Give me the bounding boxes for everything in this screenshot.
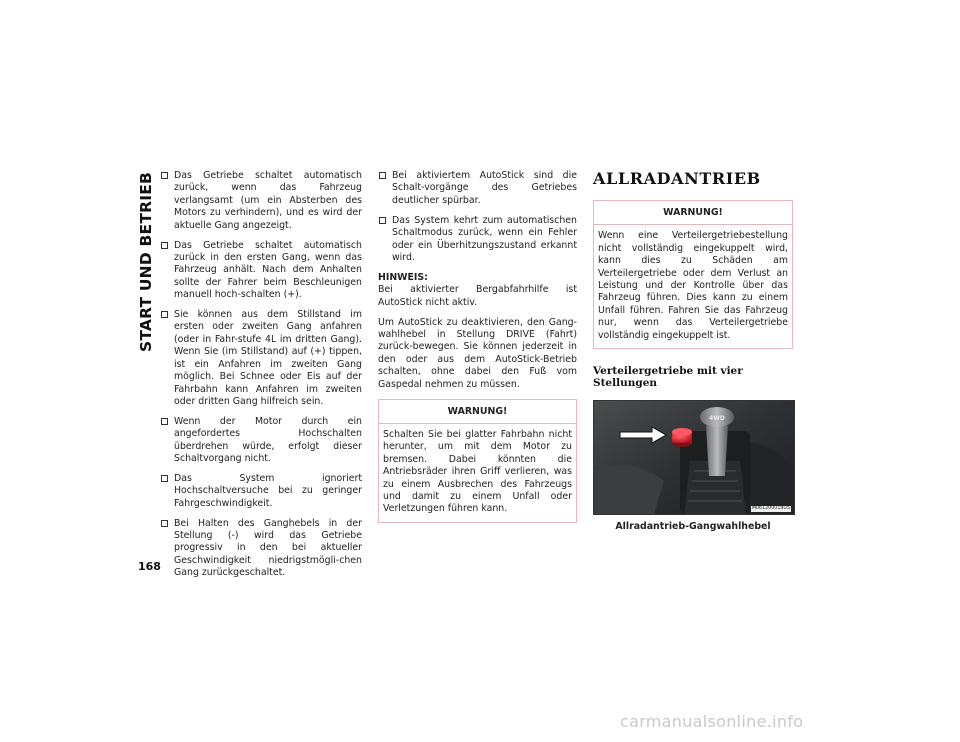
checkbox-bullet-icon bbox=[161, 172, 168, 179]
bullet-list-2 bbox=[378, 170, 577, 264]
gear-lever-photo bbox=[593, 400, 795, 515]
gear-lever-illustration bbox=[594, 401, 794, 514]
column-3 bbox=[593, 170, 793, 533]
checkbox-bullet-icon bbox=[161, 242, 168, 249]
list-item-text: Wenn der Motor durch ein angefordertes Hochschalten überdrehen würde, erfolgt dieser Schaltvorgang nicht. bbox=[174, 415, 362, 465]
list-item bbox=[160, 473, 362, 510]
section-side-tab bbox=[136, 172, 156, 552]
list-item-text: Bei Halten des Ganghebels in der Stellung (-) wird das Getriebe progressiv in den bei aktueller Geschwindigkeit niedrigstmögli-chen Gang zurückgeschaltet. bbox=[174, 517, 362, 579]
body-paragraph: Um AutoStick zu deaktivieren, den Gang-wahlhebel in Stellung DRIVE (Fahrt) zurück-bewegen. Sie können jederzeit in den oder aus dem AutoStick-Betrieb schalten, ohne dabei den Fuß vom Gaspedal nehmen zu müssen. bbox=[378, 316, 577, 390]
warning-box bbox=[378, 399, 577, 523]
checkbox-bullet-icon bbox=[161, 475, 168, 482]
section-side-tab-label: START UND BETRIEB bbox=[137, 172, 155, 353]
note-label: HINWEIS: bbox=[378, 271, 428, 283]
column-2 bbox=[378, 170, 577, 523]
warning-text: Schalten Sie bei glatter Fahrbahn nicht herunter, um mit dem Motor zu bremsen. Dabei könnten die Antriebsräder ihren Griff verlieren, was zu einem Ausbrechen des Fahrzeugs und damit zu einem Unfall oder Verletzungen führen kann. bbox=[383, 428, 572, 515]
note-paragraph bbox=[378, 272, 577, 309]
checkbox-bullet-icon bbox=[161, 311, 168, 318]
list-item bbox=[160, 416, 362, 466]
bullet-list-1 bbox=[160, 170, 362, 580]
watermark: carmanualsonline.info bbox=[620, 712, 804, 731]
column-1 bbox=[160, 170, 362, 587]
warning-title: WARNUNG! bbox=[594, 201, 792, 225]
list-item bbox=[160, 309, 362, 408]
warning-box bbox=[593, 200, 793, 349]
warning-text: Wenn eine Verteilergetriebestellung nicht vollständig eingekuppelt wird, kann dies zu Schäden am Verteilergetriebe oder dem Verlust an Leistung und der Kontrolle über das Fahrzeug führen. Dies kann zu einem Unfall führen. Fahren Sie das Fahrzeug nur, wenn das Verteilergetriebe vollständig eingekuppelt ist. bbox=[598, 230, 788, 341]
checkbox-bullet-icon bbox=[379, 217, 386, 224]
list-item bbox=[378, 215, 577, 265]
list-item-text: Bei aktiviertem AutoStick sind die Schalt-vorgänge des Getriebes deutlicher spürbar. bbox=[392, 170, 577, 206]
figure-code: M061200019US bbox=[751, 505, 790, 511]
list-item-text: Das System ignoriert Hochschaltversuche bei zu geringer Fahrgeschwindigkeit. bbox=[174, 472, 362, 509]
knob-label: 4WD bbox=[709, 414, 725, 422]
list-item bbox=[160, 518, 362, 580]
list-item-text: Das Getriebe schaltet automatisch zurück in den ersten Gang, wenn das Fahrzeug anhält. Nach dem Anhalten sollte der Fahrer beim Beschleunigen manuell hoch-schalten (+). bbox=[174, 239, 362, 301]
page-number: 168 bbox=[138, 560, 161, 573]
note-text: Bei aktivierter Bergabfahrhilfe ist AutoStick nicht aktiv. bbox=[378, 284, 577, 308]
list-item bbox=[160, 240, 362, 302]
list-item-text: Sie können aus dem Stillstand im ersten oder zweiten Gang anfahren (oder in Fahr-stufe 4L im dritten Gang). Wenn Sie (im Stillstand) auf (+) tippen, ist ein Anfahren im zweiten Gang möglich. Bei Schnee oder Eis auf der Fahrbahn kann Anfahren im zweiten oder dritten Gang hilfreich sein. bbox=[174, 309, 362, 407]
list-item bbox=[378, 170, 577, 207]
checkbox-bullet-icon bbox=[379, 172, 386, 179]
warning-title: WARNUNG! bbox=[379, 400, 576, 424]
list-item-text: Das Getriebe schaltet automatisch zurück, wenn das Fahrzeug verlangsamt (um ein Absterben des Motors zu verhindern), und es wird der aktuelle Gang angezeigt. bbox=[174, 170, 362, 231]
figure-caption: Allradantrieb-Gangwahlhebel bbox=[615, 520, 771, 532]
subsection-title: Verteilergetriebe mit vier Stellungen bbox=[593, 365, 743, 390]
checkbox-bullet-icon bbox=[161, 520, 168, 527]
list-item bbox=[160, 170, 362, 232]
list-item-text: Das System kehrt zum automatischen Schaltmodus zurück, wenn ein Fehler oder ein Überhitzungszustand erkannt wird. bbox=[392, 214, 577, 263]
checkbox-bullet-icon bbox=[161, 418, 168, 425]
section-title: ALLRADANTRIEB bbox=[593, 169, 761, 188]
